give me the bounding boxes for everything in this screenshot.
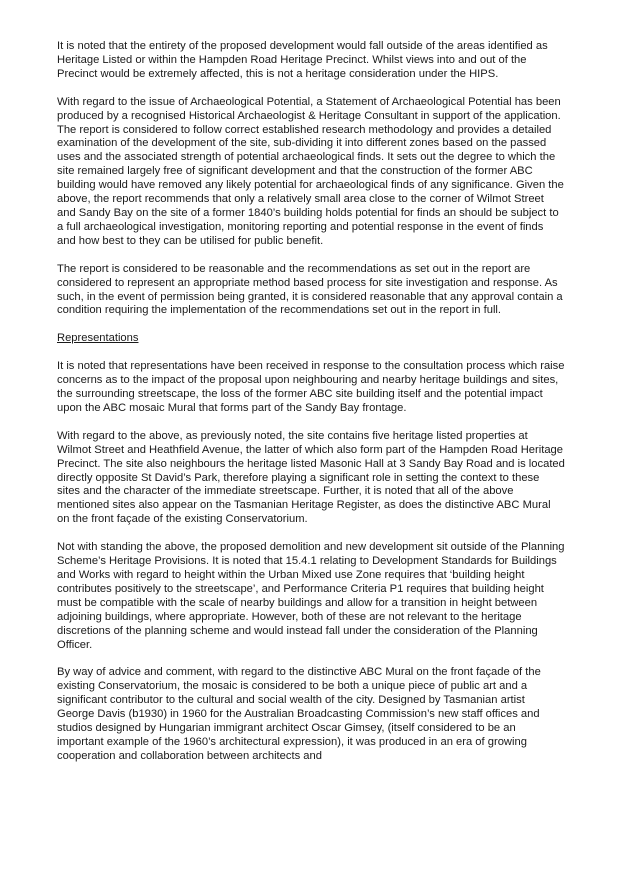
paragraph-representations-concerns: It is noted that representations have been received in response to the consultation process which raise concerns as to the impact of the proposal upon neighbouring and nearby heritage buildings and sites, the surrounding streetscape, the loss of the former ABC site building itself and the potential impact upon the ABC mosaic Mural that forms part of the Sandy Bay frontage. <box>57 360 565 414</box>
document-page <box>57 40 565 778</box>
paragraph-archaeological-potential: With regard to the issue of Archaeological Potential, a Statement of Archaeological Potential has been produced by a recognised Historical Archaeologist & Heritage Consultant in support of the application. The report is considered to follow correct established research methodology and provides a detailed examination of the development of the site, sub-dividing it into different zones based on the passed uses and the associated strength of potential archaeological finds. It sets out the degree to which the site remained largely free of significant development and that the construction of the former ABC building would have removed any likely potential for archaeological finds of any significance. Given the above, the report recommends that only a relatively small area close to the corner of Wilmot Street and Sandy Bay on the site of a former 1840’s building holds potential for finds an should be subject to a full archaeological investigation, monitoring reporting and potential response in the event of finds and how best to they can be utilised for public benefit. <box>57 95 564 247</box>
section-heading-representations: Representations <box>57 332 139 345</box>
paragraph-report-recommendations: The report is considered to be reasonable and the recommendations as set out in the report are considered to represent an appropriate method based process for site investigation and response. As such, in the event of permission being granted, it is considered reasonable that any approval contain a condition requiring the implementation of the recommendations set out in the report in full. <box>57 262 563 317</box>
paragraph-planning-provisions: Not with standing the above, the proposed demolition and new development sit outside of the Planning Scheme’s Heritage Provisions. It is noted that 15.4.1 relating to Development Standards for Buildings and Works with regard to height within the Urban Mixed use Zone requires that ‘building height contributes positively to the streetscape’, and Performance Criteria P1 requires that building height must be compatible with the scale of nearby buildings and allow for a transition in height between adjoining buildings, where appropriate. However, both of these are not relevant to the heritage discretions of the planning scheme and would instead fall under the consideration of the Planning Officer. <box>57 541 565 651</box>
paragraph-heritage-listed-properties: With regard to the above, as previously noted, the site contains five heritage listed properties at Wilmot Street and Heathfield Avenue, the latter of which also form part of the Hampden Road Heritage Precinct. The site also neighbours the heritage listed Masonic Hall at 3 Sandy Bay Road and is located directly opposite St David’s Park, therefore playing a significant role in setting the context to these sites and the character of the immediate streetscape. Further, it is noted that all of the above mentioned sites also appear on the Tasmanian Heritage Register, as does the distinctive ABC Mural on the front façade of the existing Conservatorium. <box>57 429 565 526</box>
paragraph-abc-mural: By way of advice and comment, with regard to the distinctive ABC Mural on the front façade of the existing Conservatorium, the mosaic is considered to be both a unique piece of public art and a significant contributor to the cultural and social wealth of the city. Designed by Tasmanian artist George Davis (b1930) in 1960 for the Australian Broadcasting Commission’s new staff offices and studios designed by Hungarian immigrant architect Oscar Gimsey, (itself considered to be an important example of the 1960’s architectural expression), it was produced in an era of growing cooperation and collaboration between architects and <box>57 666 541 762</box>
paragraph-heritage-precinct: It is noted that the entirety of the proposed development would fall outside of the areas identified as Heritage Listed or within the Hampden Road Heritage Precinct. Whilst views into and out of the Precinct would be extremely affected, this is not a heritage consideration under the HIPS. <box>57 40 548 80</box>
